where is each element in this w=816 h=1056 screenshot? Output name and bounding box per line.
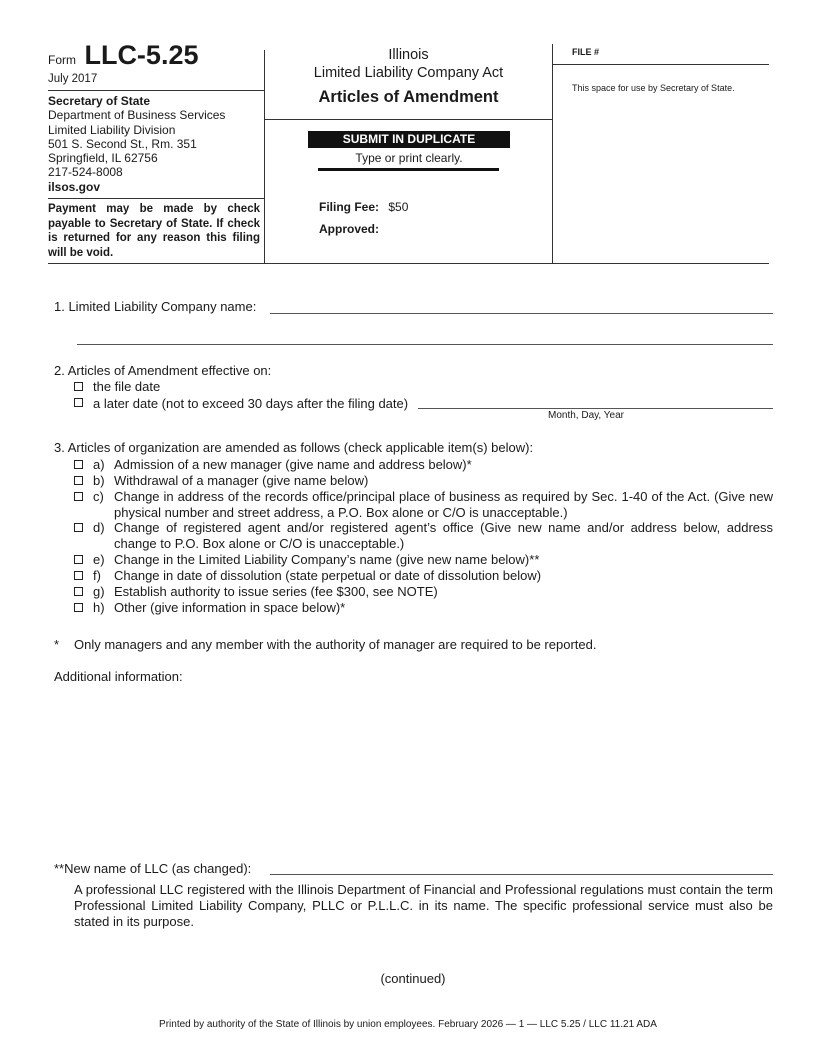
checkbox-option-a[interactable] [74,460,83,469]
agency-phone: 217-524-8008 [48,165,123,179]
professional-llc-note: A professional LLC registered with the Illinois Department of Financial and Professional regulations must contain the term Professional Limited Liability Company, PLLC or P.L.L.C. in its name. The specific professional service must also be stated in its purpose. [74,882,773,929]
option-letter: a) [93,457,105,472]
form-id [48,40,198,71]
option-text-c: Change in address of the records office/principal place of business as required by Sec. 1-40 of the Act. (Give new physical number and street address, a P.O. Box alone or C/O is unacceptable.) [114,489,773,520]
checkbox-option-c[interactable] [74,492,83,501]
form-date: July 2017 [48,73,98,85]
new-name-label: **New name of LLC (as changed): [54,861,252,876]
agency-line: Limited Liability Division [48,123,176,137]
continued-note: (continued) [380,971,446,986]
option-text-h: Other (give information in space below)* [114,600,346,615]
footnote-marker: * [54,637,60,652]
approved-label: Approved: [319,222,379,236]
checkbox-file-date[interactable] [74,382,83,391]
q2-label: 2. Articles of Amendment effective on: [54,363,272,378]
type-print-note: Type or print clearly. [355,151,463,165]
footnote-text: Only managers and any member with the authority of manager are required to be reported. [74,637,597,652]
date-format-hint: Month, Day, Year [548,410,624,421]
option-text-a: Admission of a new manager (give name and address below)* [114,457,472,472]
checkbox-option-b[interactable] [74,476,83,485]
option-letter: b) [93,473,105,488]
option-text-b: Withdrawal of a manager (give name below) [114,473,369,488]
agency-line: Department of Business Services [48,108,226,122]
file-number-rule [552,64,769,65]
q2-option-file-date: the file date [93,379,161,394]
new-name-field[interactable] [270,874,773,875]
option-text-d: Change of registered agent and/or registered agent’s office (Give new name and/or address below, address change to P.O. Box alone or C/O is unacceptable.) [114,520,773,551]
option-letter: d) [93,520,105,535]
state-name: Illinois [388,47,429,63]
header-divider-right [552,44,553,264]
checkbox-later-date[interactable] [74,398,83,407]
additional-info-area[interactable] [54,690,773,850]
filing-fee [319,200,408,214]
option-letter: h) [93,600,105,615]
rule [48,90,264,91]
agency-line: 501 S. Second St., Rm. 351 [48,137,197,151]
q3-label: 3. Articles of organization are amended as follows (check applicable item(s) below): [54,440,534,455]
company-name-field-line-2[interactable] [77,344,773,345]
q1-label: 1. Limited Liability Company name: [54,299,257,314]
header-bottom-rule [48,263,769,264]
checkbox-option-e[interactable] [74,555,83,564]
checkbox-option-g[interactable] [74,587,83,596]
checkbox-option-f[interactable] [74,571,83,580]
header-divider-left [264,50,265,264]
agency-name: Secretary of State [48,94,151,108]
banner-underline [318,168,499,171]
option-letter: f) [93,568,101,583]
q2-option-later-date: a later date (not to exceed 30 days after the filing date) [93,396,409,411]
filing-fee-label: Filing Fee: [319,200,379,214]
checkbox-option-h[interactable] [74,603,83,612]
company-name-field[interactable] [270,313,773,314]
option-letter: e) [93,552,105,567]
page-title: Articles of Amendment [318,88,499,106]
later-date-field[interactable] [418,408,773,409]
act-name: Limited Liability Company Act [313,65,504,81]
filing-fee-value: $50 [388,200,409,214]
form-prefix: Form [48,53,76,67]
file-number-label: FILE # [572,47,600,57]
option-text-g: Establish authority to issue series (fee $300, see NOTE) [114,584,438,599]
option-text-f: Change in date of dissolution (state perpetual or date of dissolution below) [114,568,542,583]
agency-website: ilsos.gov [48,180,101,194]
option-letter: g) [93,584,105,599]
option-text-e: Change in the Limited Liability Company’s name (give new name below)** [114,552,540,567]
payment-note: Payment may be made by check payable to Secretary of State. If check is returned for any reason this filing will be void. [48,203,260,259]
printed-by-footer: Printed by authority of the State of Illinois by union employees. February 2026 — 1 — LLC 5.25 / LLC 11.21 ADA [159,1019,657,1030]
sos-use-note: This space for use by Secretary of State. [572,83,735,93]
option-letter: c) [93,489,104,504]
additional-info-label: Additional information: [54,669,183,684]
rule [264,119,552,120]
agency-line: Springfield, IL 62756 [48,151,158,165]
form-number: LLC-5.25 [84,40,199,70]
rule [48,198,264,199]
submit-duplicate-banner: SUBMIT IN DUPLICATE [308,131,510,148]
checkbox-option-d[interactable] [74,523,83,532]
